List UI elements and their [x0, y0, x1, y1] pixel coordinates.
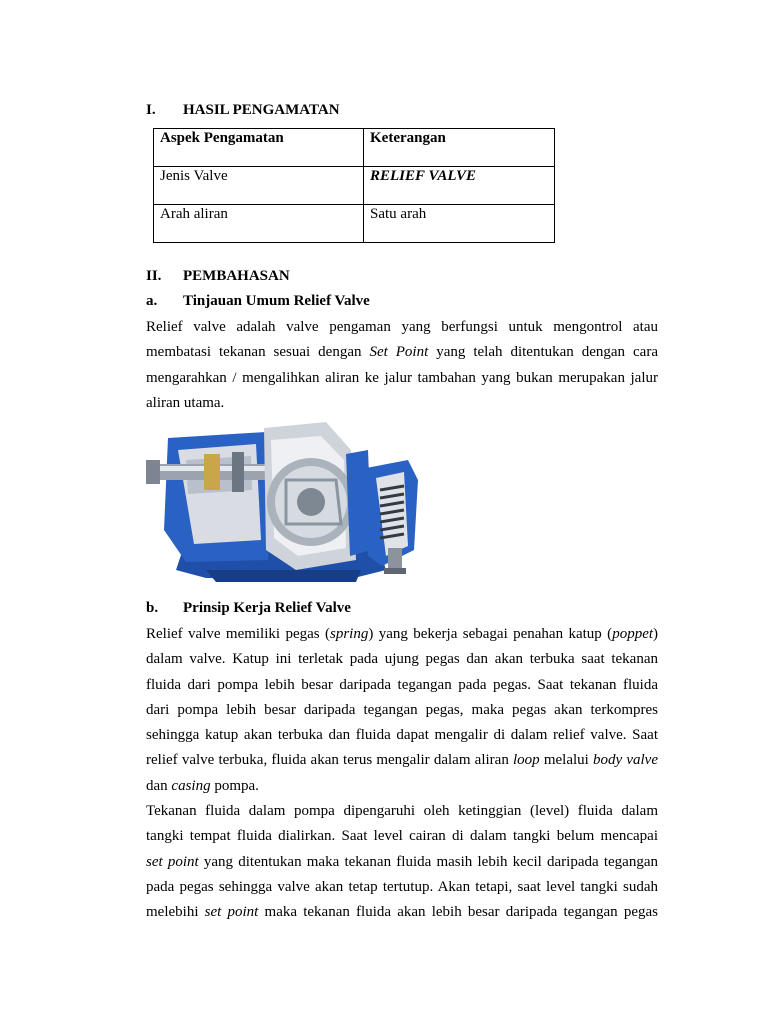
text-line: set point yang ditentukan maka tekanan fluida masih lebih kecil daripada tegangan [146, 853, 658, 870]
text-line: pada pegas sehingga valve akan tetap tertutup. Akan tetapi, saat level tangki sudah [146, 878, 658, 895]
table-header-row [154, 129, 555, 167]
text-line: sehingga katup akan terbuka dan fluida dapat mengalir di dalam relief valve. Saat [146, 727, 658, 744]
text-line: membatasi tekanan sesuai dengan Set Point yang telah ditentukan dengan cara [146, 344, 658, 361]
section-1-number: I. [146, 102, 156, 118]
section-1-heading [146, 102, 340, 119]
section-2-heading [146, 268, 290, 285]
table-row [154, 167, 555, 205]
text-line: mengarahkan / mengalihkan aliran ke jalur tambahan yang bukan merupakan jalur [146, 369, 658, 386]
subsection-b-title: Prinsip Kerja Relief Valve [183, 600, 351, 616]
table-header-cell: Keterangan [364, 129, 555, 167]
text-line: Relief valve adalah valve pengaman yang berfungsi untuk mengontrol atau [146, 319, 658, 335]
text-line: Relief valve memiliki pegas (spring) yang bekerja sebagai penahan katup (poppet) [146, 626, 659, 642]
text-line: melebihi set point maka tekanan fluida akan lebih besar daripada tegangan pegas [146, 904, 658, 921]
text-line: dalam valve. Katup ini terletak pada ujung pegas dan akan terbuka saat tekanan [146, 651, 658, 668]
subsection-a-title: Tinjauan Umum Relief Valve [183, 293, 370, 309]
table-cell: Satu arah [364, 205, 555, 243]
table-cell: Arah aliran [154, 205, 364, 243]
paragraph-pressure-level [146, 799, 658, 925]
section-2-title: PEMBAHASAN [183, 268, 290, 284]
relief-valve-pump-image [146, 420, 426, 588]
paragraph-overview [146, 315, 658, 416]
text-line: Tekanan fluida dalam pompa dipengaruhi oleh ketinggian (level) fluida dalam [146, 803, 658, 819]
observation-table [153, 128, 555, 243]
table-cell: Jenis Valve [154, 167, 364, 205]
subsection-b-letter: b. [146, 600, 159, 616]
paragraph-working-principle [146, 622, 658, 799]
section-2-number: II. [146, 268, 162, 284]
table-row [154, 205, 555, 243]
text-line: dari pompa lebih besar daripada tegangan pegas, maka pegas akan terkompres [146, 701, 658, 718]
subsection-a-letter: a. [146, 293, 158, 309]
text-line: dan casing pompa. [146, 777, 259, 794]
subsection-b-heading [146, 600, 351, 617]
text-line: relief valve terbuka, fluida akan terus mengalir dalam aliran loop melalui body valve [146, 752, 658, 769]
table-header-cell: Aspek Pengamatan [154, 129, 364, 167]
subsection-a-heading [146, 293, 370, 310]
text-line: fluida dari pompa lebih besar daripada tegangan pada pegas. Saat tekanan fluida [146, 676, 658, 693]
table-cell: RELIEF VALVE [364, 167, 555, 205]
text-line: tangki tempat fluida dialirkan. Saat level cairan di dalam tangki belum mencapai [146, 828, 658, 845]
section-1-title: HASIL PENGAMATAN [183, 102, 340, 118]
text-line: aliran utama. [146, 394, 225, 411]
